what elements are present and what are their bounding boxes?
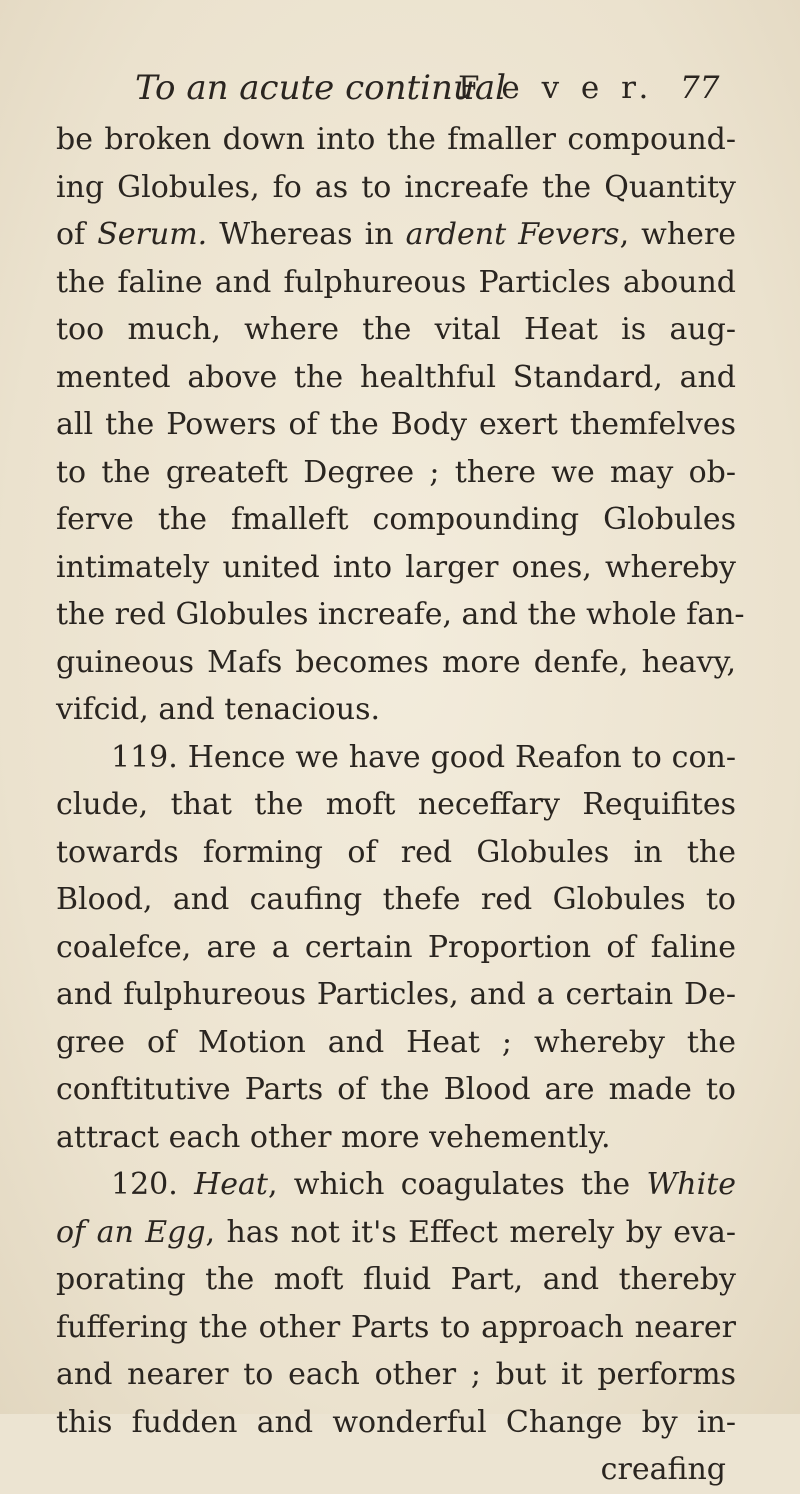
text-line: porating the moft fluid Part, and thereby — [56, 1262, 736, 1297]
header-title: To an acute continual — [135, 68, 506, 108]
text-line: mented above the healthful Standard, and — [56, 359, 736, 395]
text-line: be broken down into the fmaller compound- — [56, 122, 736, 157]
text-line: and fulphureous Particles, and a certain De- — [56, 977, 736, 1012]
text-line: ing Globules, fo as to increafe the Quantity — [56, 169, 736, 205]
text-line: and nearer to each other ; but it performs — [56, 1357, 736, 1392]
text-line: ferve the fmalleft compounding Globules — [56, 502, 736, 537]
text-line: the faline and fulphureous Particles abound — [56, 264, 736, 300]
text-line: clude, that the moft neceffary Requifites — [56, 787, 736, 822]
text-line: of an Egg, has not it's Effect merely by eva- — [56, 1214, 736, 1250]
catchword: creafing — [600, 1452, 726, 1487]
text-line: intimately united into larger ones, whereby — [56, 549, 736, 585]
text-line: attract each other more vehemently. — [56, 1119, 611, 1155]
running-header — [0, 68, 800, 112]
body-text — [56, 116, 745, 1494]
text-line: conftitutive Parts of the Blood are made to — [56, 1072, 736, 1107]
header-fever: F e v e r. — [458, 70, 655, 106]
text-line: fuffering the other Parts to approach nearer — [56, 1309, 736, 1345]
text-line: Blood, and caufing thefe red Globules to — [56, 882, 736, 917]
text-line: vifcid, and tenacious. — [56, 692, 380, 727]
text-line: coalefce, are a certain Proportion of faline — [56, 929, 736, 965]
text-line: this fudden and wonderful Change by in- — [56, 1404, 736, 1440]
paragraph-120-start: 120. Heat, which coagulates the White — [111, 1167, 736, 1202]
text-line: of Serum. Whereas in ardent Fevers, where — [56, 217, 737, 252]
text-line: gree of Motion and Heat ; whereby the — [56, 1024, 736, 1060]
page-number: 77 — [680, 70, 720, 106]
text-line: to the greateft Degree ; there we may ob- — [56, 454, 736, 490]
paragraph-119-start: 119. Hence we have good Reafon to con- — [111, 739, 736, 775]
text-line: too much, where the vital Heat is aug- — [56, 312, 736, 347]
text-line: all the Powers of the Body exert themfelves — [56, 407, 736, 442]
text-line: the red Globules increafe, and the whole fan- — [56, 597, 745, 632]
text-line: guineous Mafs becomes more denfe, heavy, — [56, 644, 736, 680]
text-line: towards forming of red Globules in the — [56, 834, 736, 870]
